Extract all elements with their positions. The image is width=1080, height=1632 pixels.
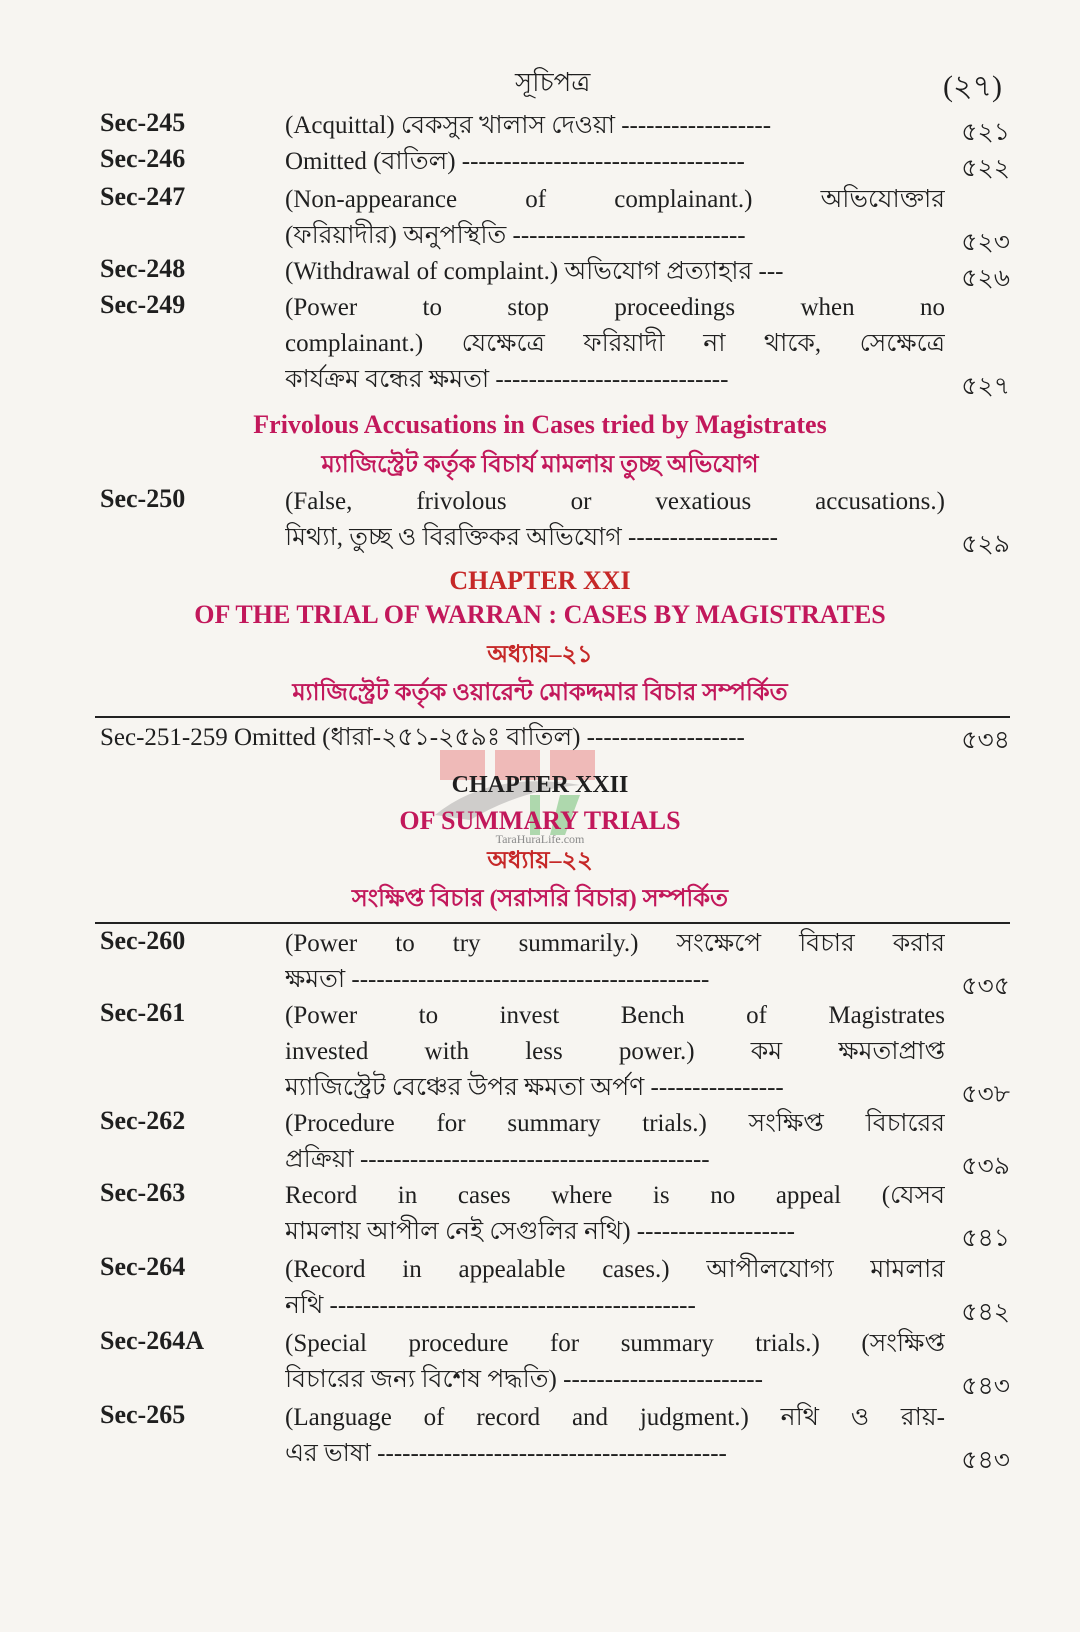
entry-section: Sec-265 [100, 1400, 186, 1429]
frivolous-title-bn: ম্যাজিস্ট্রেট কর্তৃক বিচার্য মামলায় তুচ্ছ অভিযোগ [321, 452, 759, 478]
entry-line: মামলায় আপীল নেই সেগুলির নথি) ------------------- [285, 1218, 795, 1245]
entry-description [285, 290, 945, 398]
entry-line: (Power to stop proceedings when no [285, 294, 945, 321]
entry-page: ৫২৬ [961, 265, 1010, 292]
entry-section: Sec-247 [100, 182, 186, 211]
entry-page: ৫২৯ [961, 531, 1010, 558]
entry-line: মিথ্যা, তুচ্ছ ও বিরক্তিকর অভিযোগ ------------------ [285, 524, 778, 551]
entry-line: (Non-appearance of complainant.) অভিযোক্তার [285, 186, 945, 213]
entry-page: ৫২১ [961, 119, 1010, 146]
entry-line: invested with less power.) কম ক্ষমতাপ্রাপ্ত [285, 1038, 945, 1065]
entry-line: (ফরিয়াদীর) অনুপস্থিতি ---------------------------- [285, 222, 746, 249]
entry-section: Sec-250 [100, 484, 186, 513]
divider-rule [95, 716, 1010, 718]
entry-line: বিচারের জন্য বিশেষ পদ্ধতি) ------------------------ [285, 1366, 763, 1393]
entry-description [285, 1106, 945, 1178]
entry-omitted-page: ৫৩৪ [961, 727, 1010, 754]
entry-line: Record in cases where is no appeal (যেসব [285, 1182, 945, 1209]
entry-page: ৫৪৩ [961, 1373, 1010, 1400]
entry-line: নথি -------------------------------------------- [285, 1292, 696, 1319]
entry-line: complainant.) যেক্ষেত্রে ফরিয়াদী না থাকে, সেক্ষেত্রে [285, 330, 945, 357]
entry-line: Omitted (বাতিল) ---------------------------------- [285, 148, 745, 175]
entry-section: Sec-246 [100, 144, 186, 173]
entry-line: এর ভাষা ------------------------------------------ [285, 1440, 727, 1467]
entry-page: ৫৪৩ [961, 1447, 1010, 1474]
entry-description [285, 1400, 945, 1472]
entry-section: Sec-264 [100, 1252, 186, 1281]
entry-line: (Acquittal) বেকসুর খালাস দেওয়া ------------------ [285, 112, 772, 139]
entry-page: ৫৩৮ [961, 1081, 1010, 1108]
entry-section: Sec-260 [100, 926, 186, 955]
entry-section: Sec-261 [100, 998, 186, 1027]
chapter22-title-en: OF SUMMARY TRIALS [399, 806, 681, 835]
entry-description [285, 182, 945, 254]
chapter21-title-bn: ম্যাজিস্ট্রেট কর্তৃক ওয়ারেন্ট মোকদ্দমার বিচার সম্পর্কিত [292, 680, 788, 706]
chapter22-label-bn: অধ্যায়–২২ [487, 848, 593, 874]
entry-line: (Power to invest Bench of Magistrates [285, 1002, 945, 1029]
entry-description [285, 484, 945, 556]
entry-page: ৫২৭ [961, 373, 1010, 400]
page-header [0, 62, 1080, 102]
entry-line: (Record in appealable cases.) আপীলযোগ্য মামলার [285, 1256, 945, 1283]
entry-description [285, 1326, 945, 1398]
entry-page: ৫৪১ [961, 1225, 1010, 1252]
watermark-text: TaraHuraLife.com [495, 832, 585, 846]
entry-omitted-text: Sec-251-259 Omitted (ধারা-২৫১-২৫৯ঃ বাতিল) ------------------- [100, 724, 745, 751]
entry-section: Sec-263 [100, 1178, 186, 1207]
entry-line: প্রক্রিয়া ------------------------------------------ [285, 1146, 710, 1173]
entry-page: ৫২৩ [961, 229, 1010, 256]
entry-section: Sec-249 [100, 290, 186, 319]
entry-line: (Power to try summarily.) সংক্ষেপে বিচার করার [285, 930, 945, 957]
chapter22-title-bn: সংক্ষিপ্ত বিচার (সরাসরি বিচার) সম্পর্কিত [351, 886, 729, 912]
entry-section: Sec-248 [100, 254, 186, 283]
header-page-number: (২৭) [943, 70, 1002, 103]
entry-description [285, 926, 945, 998]
entry-description [285, 108, 945, 144]
chapter21-title-en: OF THE TRIAL OF WARRAN : CASES BY MAGISTRATES [194, 600, 886, 629]
divider-rule-2 [95, 922, 1010, 924]
entry-line: ক্ষমতা ------------------------------------------- [285, 966, 710, 993]
entry-line: (Procedure for summary trials.) সংক্ষিপ্ত বিচারের [285, 1110, 945, 1137]
entry-line: (Language of record and judgment.) নথি ও রায়- [285, 1404, 945, 1431]
entry-line: কার্যক্রম বন্ধের ক্ষমতা ---------------------------- [285, 366, 729, 393]
chapter22-label: CHAPTER XXII [451, 772, 629, 798]
entry-description [285, 144, 945, 180]
entry-description [285, 1252, 945, 1324]
entry-line: (Withdrawal of complaint.) অভিযোগ প্রত্যাহার --- [285, 258, 784, 285]
entry-page: ৫৩৫ [961, 973, 1010, 1000]
entry-description [285, 1178, 945, 1250]
entry-line: (Special procedure for summary trials.) (সংক্ষিপ্ত [285, 1330, 945, 1357]
header-title: সূচিপত্র [515, 68, 591, 97]
entry-description [285, 998, 945, 1106]
chapter21-label: CHAPTER XXI [449, 566, 631, 595]
entry-line: ম্যাজিস্ট্রেট বেঞ্চের উপর ক্ষমতা অর্পণ ---------------- [285, 1074, 784, 1101]
chapter21-label-bn: অধ্যায়–২১ [487, 642, 593, 668]
entry-page: ৫৩৯ [961, 1153, 1010, 1180]
entry-page: ৫৪২ [961, 1299, 1010, 1326]
entry-page: ৫২২ [961, 155, 1010, 182]
entry-section: Sec-262 [100, 1106, 186, 1135]
entry-section: Sec-264A [100, 1326, 204, 1355]
frivolous-title-en: Frivolous Accusations in Cases tried by Magistrates [253, 410, 827, 439]
entry-section: Sec-245 [100, 108, 186, 137]
entry-description [285, 254, 945, 290]
entry-line: (False, frivolous or vexatious accusations.) [285, 488, 945, 515]
